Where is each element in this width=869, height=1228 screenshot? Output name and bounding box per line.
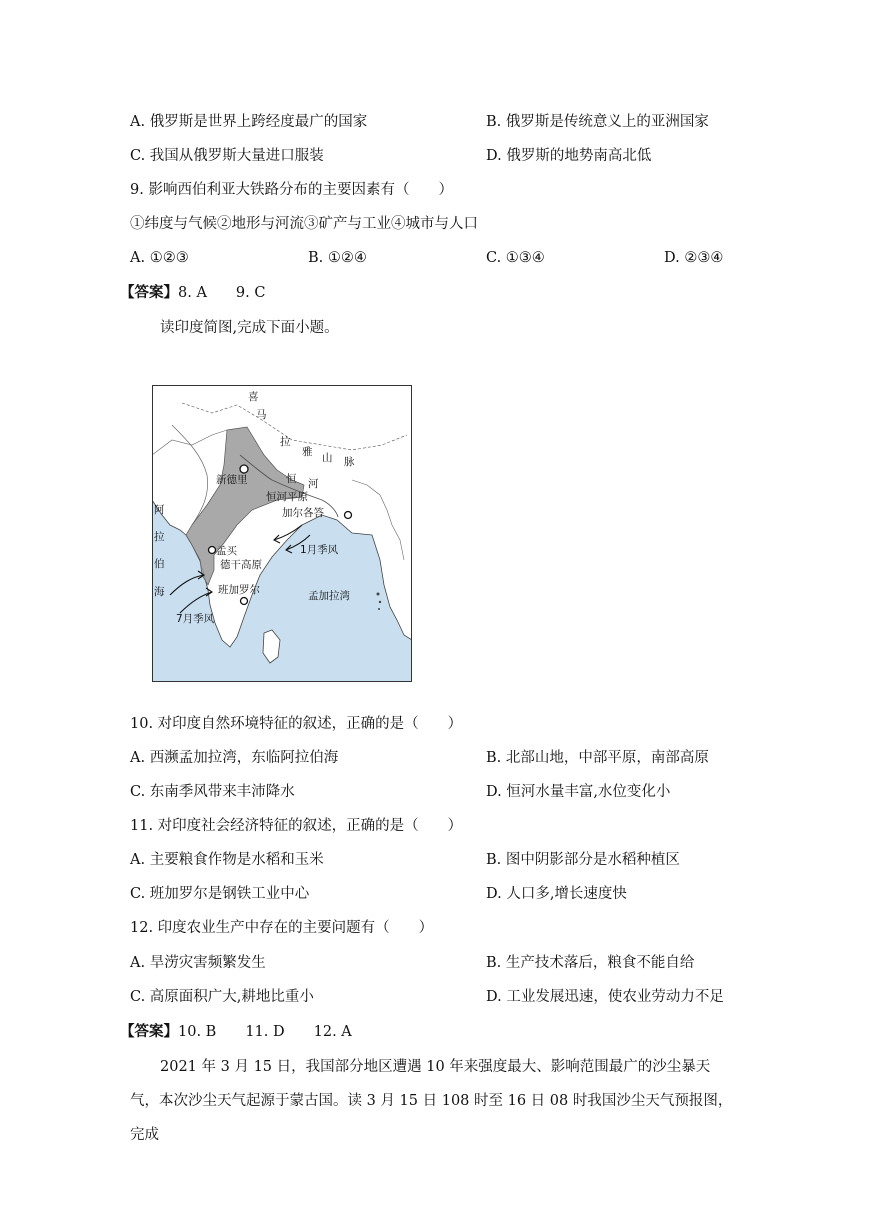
q12-option-a: A. 旱涝灾害频繁发生 <box>130 955 266 971</box>
q10-option-d: D. 恒河水量丰富,水位变化小 <box>486 784 671 800</box>
label-mai: 脉 <box>344 456 355 468</box>
q9-stem: 9. 影响西伯利亚大铁路分布的主要因素有（ ） <box>130 182 453 198</box>
map-island-2 <box>379 601 381 603</box>
label-kolkata: 加尔各答 <box>282 507 324 519</box>
q8-option-a: A. 俄罗斯是世界上跨经度最广的国家 <box>130 114 368 130</box>
q9-option-a: A. ①②③ <box>130 250 189 266</box>
label-ma: 马 <box>256 409 267 421</box>
q10-option-a: A. 西濒孟加拉湾，东临阿拉伯海 <box>130 750 339 766</box>
q12-option-c: C. 高原面积广大,耕地比重小 <box>130 989 314 1005</box>
q9-option-b: B. ①②④ <box>308 250 367 266</box>
label-la2: 拉 <box>154 531 165 543</box>
q11-option-a: A. 主要粮食作物是水稻和玉米 <box>130 852 324 868</box>
q8-option-b: B. 俄罗斯是传统意义上的亚洲国家 <box>486 114 709 130</box>
answer-label-2: 【答案】 <box>120 1023 178 1040</box>
label-hai: 海 <box>154 586 165 598</box>
answer-label: 【答案】 <box>120 284 178 301</box>
label-a: 阿 <box>154 504 165 516</box>
q8-option-d: D. 俄罗斯的地势南高北低 <box>486 148 652 164</box>
mumbai-marker <box>209 547 216 554</box>
bangalore-marker <box>241 598 248 605</box>
q12-option-b: B. 生产技术落后，粮食不能自给 <box>486 955 695 971</box>
q12-stem: 12. 印度农业生产中存在的主要问题有（ ） <box>130 920 434 936</box>
label-jan-monsoon: 1月季风 <box>300 544 339 556</box>
label-deccan: 德干高原 <box>220 559 262 571</box>
q10-option-b: B. 北部山地，中部平原，南部高原 <box>486 750 709 766</box>
label-bangalore: 班加罗尔 <box>218 584 260 596</box>
q9-items: ①纬度与气候②地形与河流③矿产与工业④城市与人口 <box>130 216 478 232</box>
q11-option-d: D. 人口多,增长速度快 <box>486 886 627 902</box>
map-island <box>377 593 380 596</box>
new-delhi-marker <box>240 465 248 473</box>
label-la: 拉 <box>280 436 291 448</box>
label-bay-of-bengal: 孟加拉湾 <box>308 590 350 602</box>
paragraph-dust-storm: 2021 年 3 月 15 日，我国部分地区遭遇 10 年来强度最大、影响范围最广的沙尘暴天气，本次沙尘天气起源于蒙古国。读 3 月 15 日 108 时至 16 日 08 时我国沙尘天气预报图，完成 <box>130 1059 733 1143</box>
label-heng: 恒 <box>286 473 297 485</box>
label-jul-monsoon: 7月季风 <box>176 613 215 625</box>
q8-option-c: C. 我国从俄罗斯大量进口服装 <box>130 148 324 164</box>
label-ganges-plain: 恒河平原 <box>266 491 308 503</box>
label-xi: 喜 <box>248 391 259 403</box>
q11-option-c: C. 班加罗尔是钢铁工业中心 <box>130 886 310 902</box>
q12-option-d: D. 工业发展迅速，使农业劳动力不足 <box>486 989 724 1005</box>
q9-option-c: C. ①③④ <box>486 250 545 266</box>
answer-text: 8. A 9. C <box>178 285 266 301</box>
label-bo: 伯 <box>154 558 165 570</box>
map-island-3 <box>378 608 380 610</box>
q11-stem: 11. 对印度社会经济特征的叙述，正确的是（ ） <box>130 818 463 834</box>
q10-option-c: C. 东南季风带来丰沛降水 <box>130 784 295 800</box>
answer-text-2: 10. B 11. D 12. A <box>178 1024 352 1040</box>
label-new-delhi: 新德里 <box>216 474 248 486</box>
q9-option-d: D. ②③④ <box>664 250 724 266</box>
label-mumbai: 孟买 <box>216 545 237 557</box>
intro-india: 读印度简图,完成下面小题。 <box>160 320 339 336</box>
kolkata-marker <box>345 512 352 519</box>
india-map <box>152 385 412 682</box>
answer-block-2 <box>120 1022 352 1042</box>
q10-stem: 10. 对印度自然环境特征的叙述，正确的是（ ） <box>130 716 463 732</box>
label-he: 河 <box>308 478 319 490</box>
answer-block-1 <box>120 283 265 303</box>
q11-option-b: B. 图中阴影部分是水稻种植区 <box>486 852 680 868</box>
label-ya: 雅 <box>302 446 313 458</box>
label-shan: 山 <box>322 452 333 464</box>
